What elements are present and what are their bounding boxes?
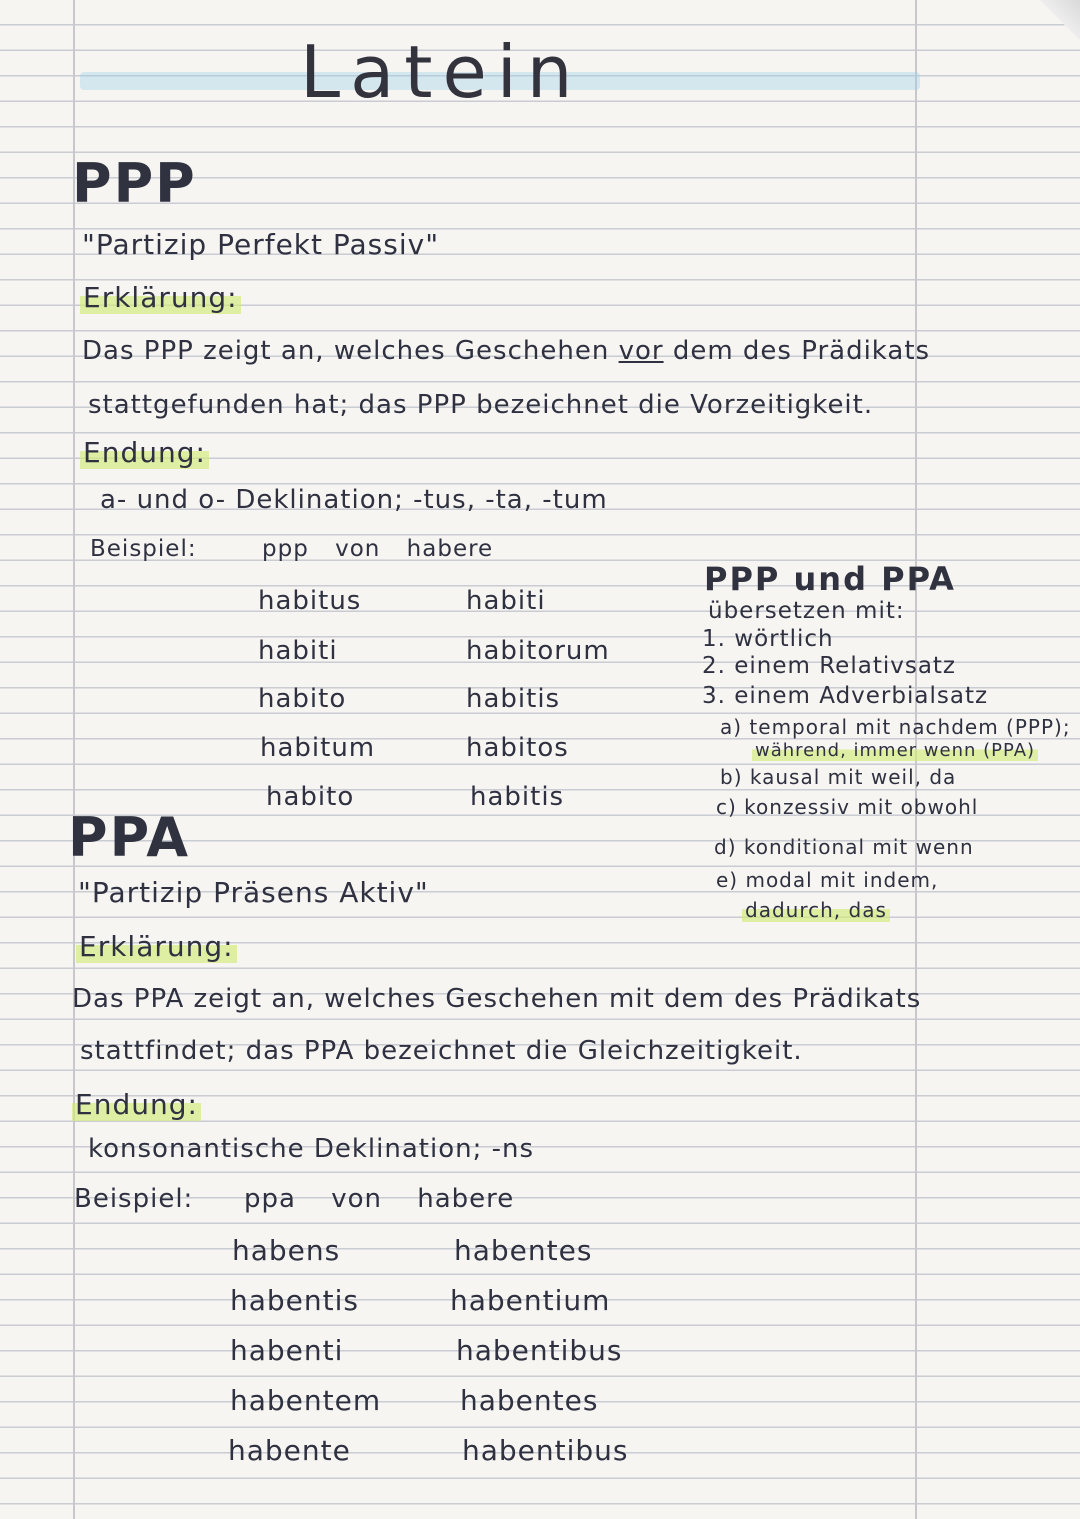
side-box-sub-d: d) konditional mit wenn bbox=[714, 835, 974, 859]
ppa-singular-5: habente bbox=[228, 1434, 351, 1467]
side-box-sub-c: c) konzessiv mit obwohl bbox=[716, 795, 979, 819]
ppp-singular-3: habito bbox=[258, 684, 347, 714]
ppp-plural-2: habitorum bbox=[466, 636, 610, 666]
ppp-singular-2: habiti bbox=[258, 636, 338, 666]
left-margin-line bbox=[73, 0, 75, 1519]
ppa-plural-1: habentes bbox=[454, 1234, 593, 1267]
ppa-example-header: ppa von habere bbox=[244, 1184, 515, 1214]
ppa-ending-label: Endung: bbox=[72, 1088, 201, 1121]
ppa-singular-2: habentis bbox=[230, 1284, 359, 1317]
ppa-plural-4: habentes bbox=[460, 1384, 599, 1417]
side-box-sub-a-line1: a) temporal mit nachdem (PPP); bbox=[720, 715, 1071, 739]
page-title: Latein bbox=[300, 30, 583, 114]
ppa-full-name: "Partizip Präsens Aktiv" bbox=[78, 876, 429, 909]
ppp-example-header: ppp von habere bbox=[262, 536, 494, 562]
ppa-singular-3: habenti bbox=[230, 1334, 344, 1367]
ppp-plural-1: habiti bbox=[466, 586, 546, 616]
ppp-plural-4: habitos bbox=[466, 733, 569, 763]
ppa-explanation-label: Erklärung: bbox=[76, 930, 237, 963]
side-box-heading: PPP und PPA bbox=[704, 560, 956, 598]
ppp-plural-5: habitis bbox=[470, 782, 565, 812]
ppp-explanation-line2: stattgefunden hat; das PPP bezeichnet die Vorzeitigkeit. bbox=[88, 390, 874, 420]
ppa-plural-2: habentium bbox=[450, 1284, 611, 1317]
ppp-singular-5: habito bbox=[266, 782, 355, 812]
ppp-explanation-line1: Das PPP zeigt an, welches Geschehen vor dem des Prädikats bbox=[82, 336, 931, 366]
ppa-singular-1: habens bbox=[232, 1234, 341, 1267]
ppp-heading: PPP bbox=[72, 152, 197, 215]
ppa-example-label: Beispiel: bbox=[74, 1184, 194, 1214]
ppp-ending-text: a- und o- Deklination; -tus, -ta, -tum bbox=[100, 485, 608, 515]
side-box-subtitle: übersetzen mit: bbox=[708, 598, 905, 624]
side-box-sub-e-line2: dadurch, das bbox=[742, 898, 890, 922]
ppp-ending-label: Endung: bbox=[80, 436, 209, 469]
ppp-explanation-label: Erklärung: bbox=[80, 281, 241, 314]
ppp-example-label: Beispiel: bbox=[90, 536, 197, 562]
ppa-singular-4: habentem bbox=[230, 1384, 382, 1417]
ppa-plural-3: habentibus bbox=[456, 1334, 623, 1367]
ppp-plural-3: habitis bbox=[466, 684, 561, 714]
side-box-sub-b: b) kausal mit weil, da bbox=[720, 765, 957, 789]
side-box-item-2: 2. einem Relativsatz bbox=[702, 653, 957, 679]
side-box-item-1: 1. wörtlich bbox=[702, 626, 834, 652]
page-corner bbox=[1040, 0, 1080, 40]
ppp-singular-1: habitus bbox=[258, 586, 362, 616]
side-box-sub-a-line2: während, immer wenn (PPA) bbox=[752, 740, 1038, 761]
side-box-sub-e-line1: e) modal mit indem, bbox=[716, 868, 939, 892]
ppa-ending-text: konsonantische Deklination; -ns bbox=[88, 1134, 535, 1164]
ppa-explanation-line2: stattfindet; das PPA bezeichnet die Gleichzeitigkeit. bbox=[80, 1036, 803, 1066]
ppa-explanation-line1: Das PPA zeigt an, welches Geschehen mit dem des Prädikats bbox=[72, 984, 922, 1014]
side-box-item-3: 3. einem Adverbialsatz bbox=[702, 683, 989, 709]
ppp-singular-4: habitum bbox=[260, 733, 376, 763]
ppa-plural-5: habentibus bbox=[462, 1434, 629, 1467]
ppp-full-name: "Partizip Perfekt Passiv" bbox=[82, 228, 440, 261]
ppa-heading: PPA bbox=[68, 806, 190, 869]
